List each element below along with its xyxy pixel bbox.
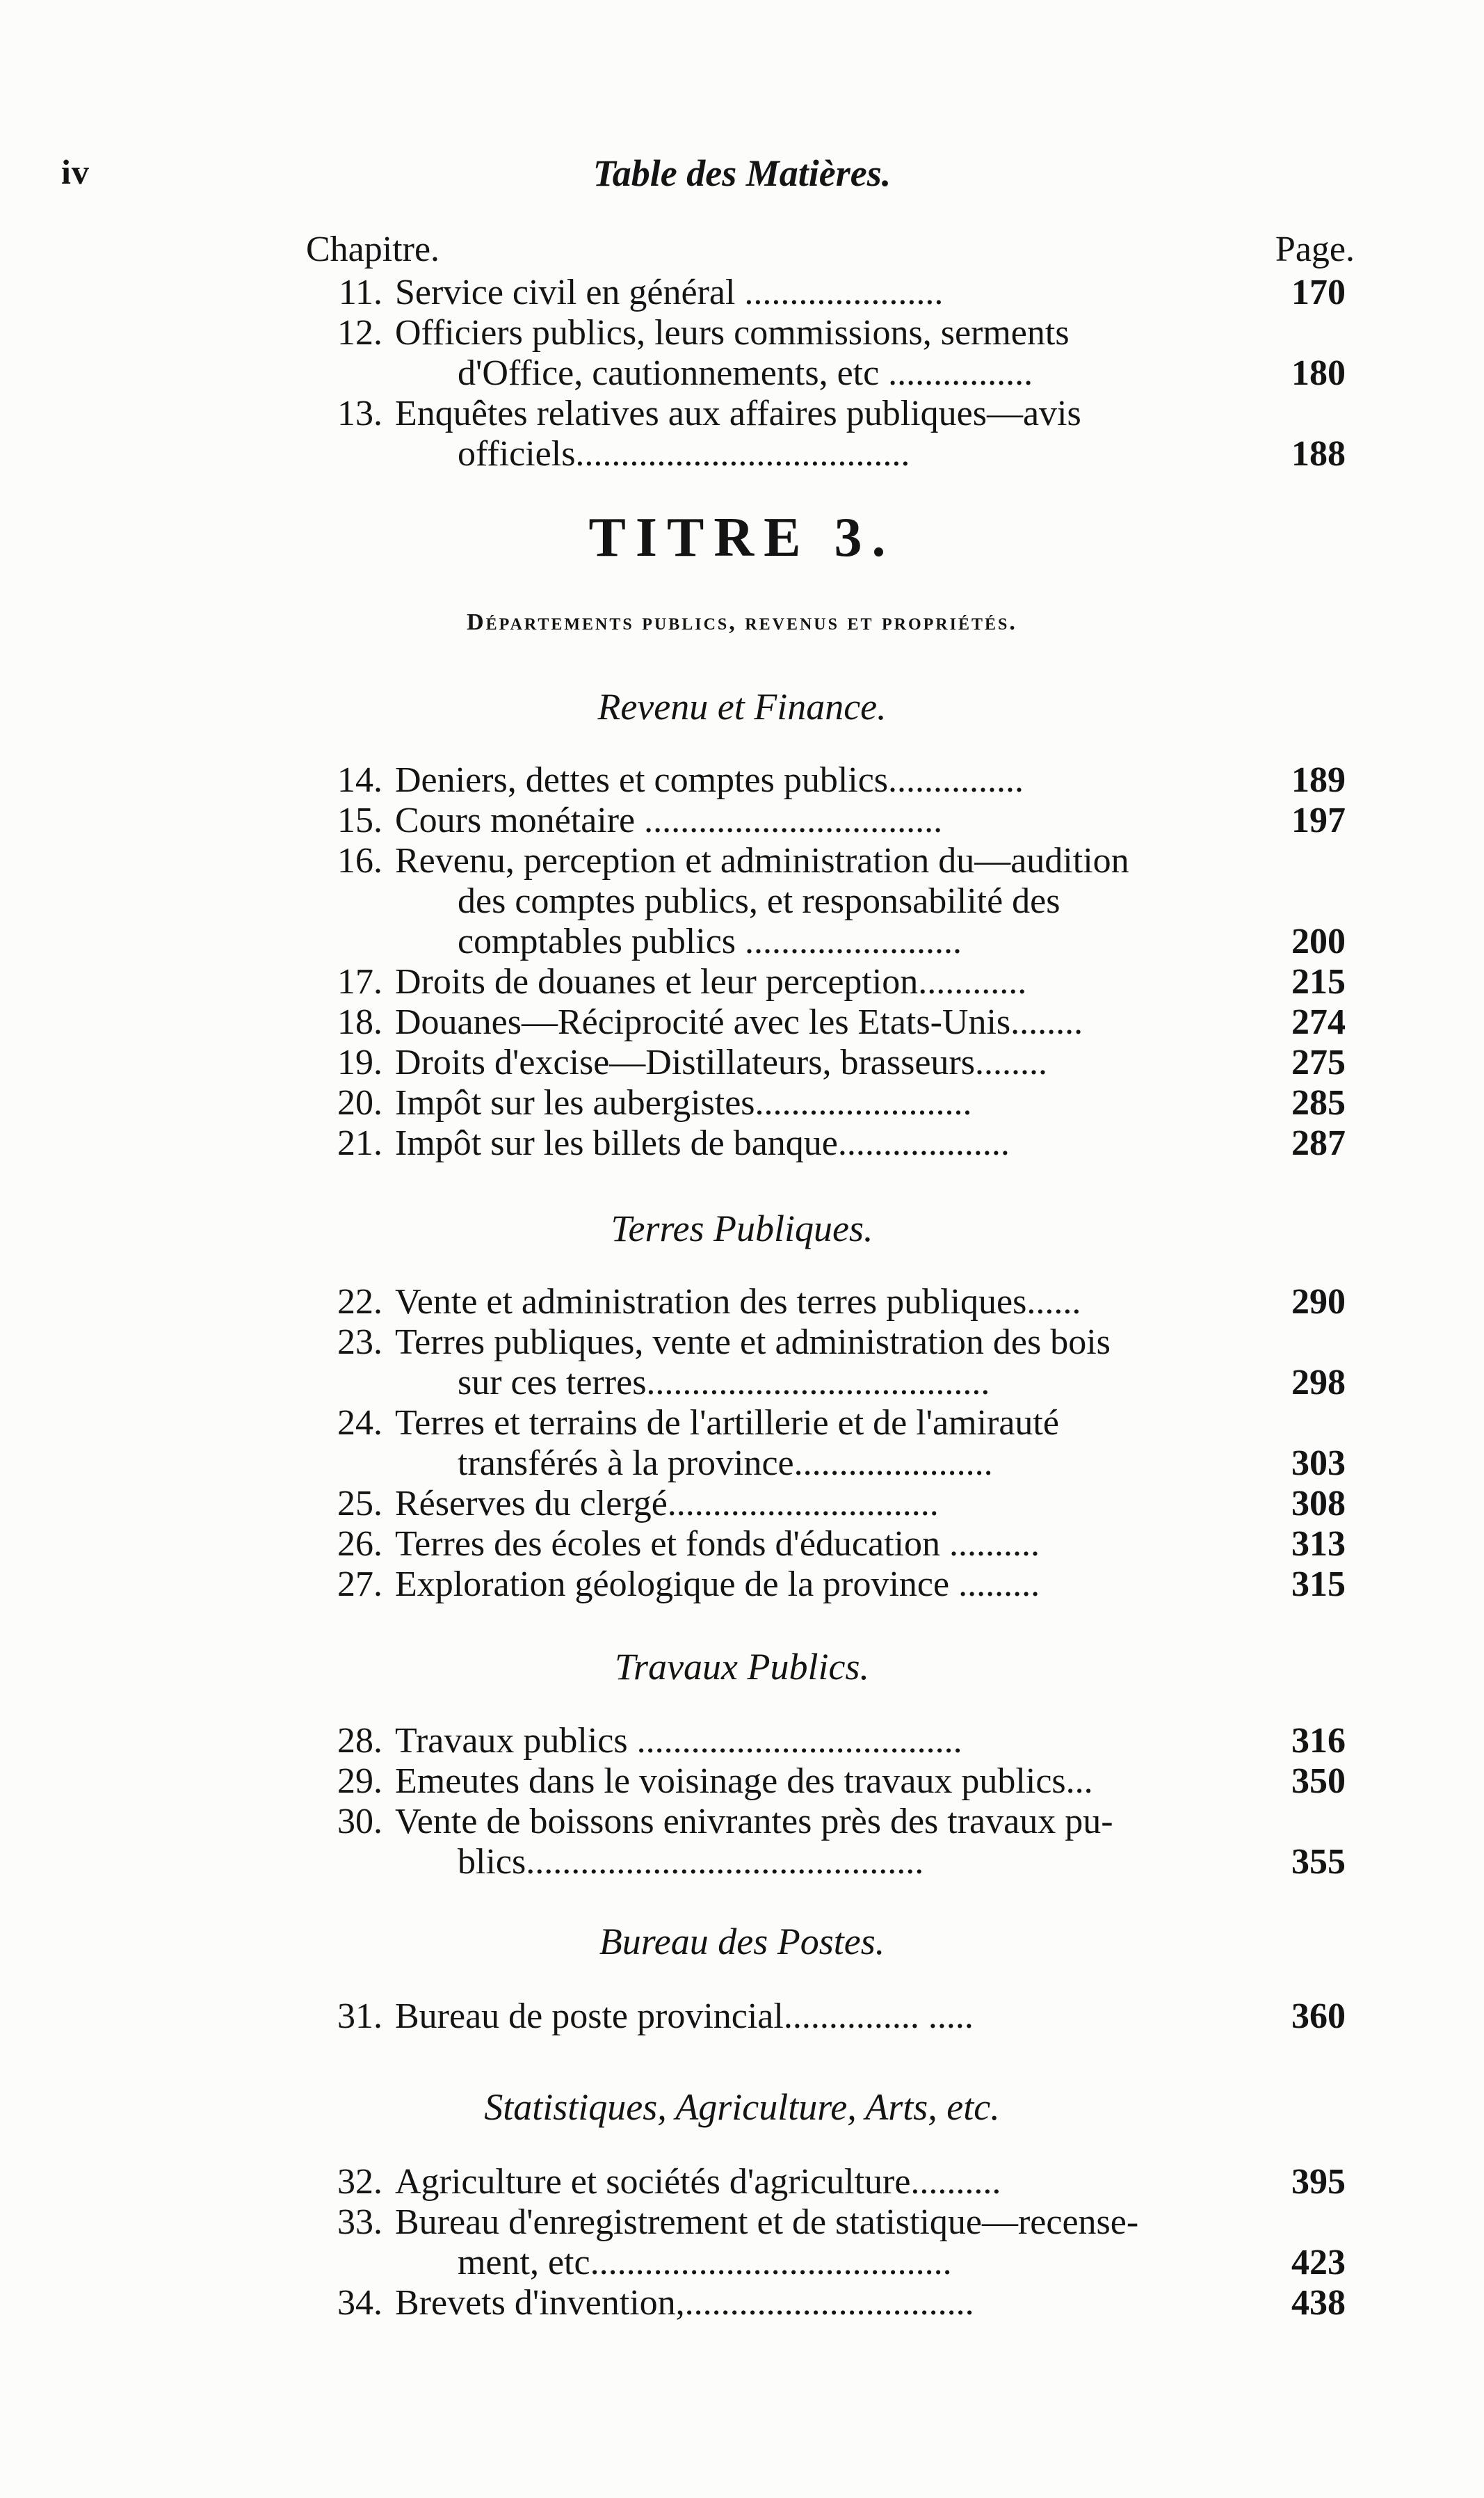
page-reference: 197 <box>1291 801 1346 840</box>
chapter-title <box>395 1002 1217 1043</box>
toc-section-postes <box>306 1996 1346 2037</box>
chapter-number: 24. <box>337 1403 382 1443</box>
page-reference: 423 <box>1291 2243 1346 2282</box>
chapter-number: 18. <box>337 1002 382 1042</box>
chapter-title-line: Revenu, perception et administration du—audition <box>395 841 1129 881</box>
chapter-number: 27. <box>337 1564 382 1604</box>
toc-entry <box>306 841 1346 962</box>
chapter-number: 28. <box>337 1721 382 1761</box>
chapter-title-line: ment, etc........................................ <box>458 2243 952 2282</box>
chapter-title-line: Travaux publics .................................... <box>395 1721 962 1761</box>
chapter-title <box>395 273 1217 313</box>
toc-section-stats <box>306 2162 1346 2323</box>
chapter-number: 11. <box>338 273 382 312</box>
chapter-title <box>395 1403 1217 1484</box>
chapter-title-line: des comptes publics, et responsabilité des <box>458 881 1060 921</box>
chapter-title <box>395 1484 1217 1524</box>
chapter-number: 21. <box>337 1123 382 1163</box>
chapter-title-line: Terres et terrains de l'artillerie et de l'amirauté <box>395 1403 1059 1443</box>
section-title-stats: Statistiques, Agriculture, Arts, etc. <box>484 2086 1000 2128</box>
section-title-revenu: Revenu et Finance. <box>597 686 887 728</box>
chapter-title <box>395 1564 1217 1605</box>
toc-entry <box>306 1322 1346 1403</box>
toc-entry <box>306 1083 1346 1123</box>
toc-entry <box>306 2162 1346 2202</box>
chapter-title <box>395 2202 1217 2283</box>
toc-entry <box>306 1002 1346 1043</box>
toc-entry <box>306 801 1346 841</box>
page-reference: 360 <box>1291 1996 1346 2036</box>
chapter-title-line: comptables publics ........................ <box>458 922 962 961</box>
toc-entry <box>306 1043 1346 1083</box>
toc-section-travaux <box>306 1721 1346 1882</box>
chapter-title <box>395 1083 1217 1123</box>
chapter-title-line: Vente et administration des terres publiques...... <box>395 1282 1081 1322</box>
chapter-title <box>395 1802 1217 1882</box>
toc-entry <box>306 1721 1346 1761</box>
chapter-title <box>395 1043 1217 1083</box>
page-reference: 355 <box>1291 1842 1346 1882</box>
chapter-title-line: Terres des écoles et fonds d'éducation .......... <box>395 1524 1040 1564</box>
chapter-title <box>395 2162 1217 2202</box>
chapter-title <box>395 1123 1217 1164</box>
toc-entry <box>306 273 1346 313</box>
page-reference: 287 <box>1291 1123 1346 1163</box>
page-number: iv <box>61 152 90 191</box>
page-reference: 180 <box>1291 353 1346 393</box>
page-reference: 215 <box>1291 962 1346 1002</box>
toc-entry <box>306 394 1346 474</box>
page-reference: 200 <box>1291 922 1346 961</box>
chapter-title-line: Enquêtes relatives aux affaires publiques—avis <box>395 394 1081 433</box>
chapter-title-line: Emeutes dans le voisinage des travaux publics... <box>395 1761 1093 1801</box>
chapter-title-line: Deniers, dettes et comptes publics............... <box>395 760 1024 800</box>
chapter-title-line: d'Office, cautionnements, etc ................ <box>458 353 1033 393</box>
page-reference: 188 <box>1291 434 1346 474</box>
chapter-column-label: Chapitre. <box>306 230 440 269</box>
chapter-number: 26. <box>337 1524 382 1564</box>
chapter-title-line: officiels..................................... <box>458 434 910 474</box>
chapter-number: 32. <box>337 2162 382 2202</box>
section-title-terres: Terres Publiques. <box>611 1208 873 1249</box>
chapter-title-line: Service civil en général ...................... <box>395 273 944 312</box>
chapter-title <box>395 801 1217 841</box>
toc-section-terres <box>306 1282 1346 1605</box>
running-title: Table des Matières. <box>592 152 892 194</box>
chapter-title-line: Bureau d'enregistrement et de statistique—recense- <box>395 2202 1139 2242</box>
page-reference: 189 <box>1291 760 1346 800</box>
toc-entry <box>306 760 1346 801</box>
chapter-number: 13. <box>337 394 382 433</box>
chapter-title-line: Exploration géologique de la province ......... <box>395 1564 1040 1604</box>
chapter-number: 16. <box>337 841 382 881</box>
chapter-title-line: Vente de boissons enivrantes près des travaux pu- <box>395 1802 1113 1841</box>
page-reference: 170 <box>1291 273 1346 312</box>
chapter-number: 30. <box>337 1802 382 1841</box>
toc-entry <box>306 2202 1346 2283</box>
chapter-title <box>395 394 1217 474</box>
chapter-title-line: Droits d'excise—Distillateurs, brasseurs........ <box>395 1043 1047 1082</box>
chapter-title <box>395 841 1217 962</box>
toc-entry <box>306 1996 1346 2037</box>
chapter-title-line: Droits de douanes et leur perception............ <box>395 962 1027 1002</box>
page-reference: 274 <box>1291 1002 1346 1042</box>
toc-block-titre-2 <box>306 273 1346 474</box>
chapter-number: 19. <box>337 1043 382 1082</box>
chapter-number: 23. <box>337 1322 382 1362</box>
chapter-number: 34. <box>337 2283 382 2323</box>
chapter-title-line: Douanes—Réciprocité avec les Etats-Unis........ <box>395 1002 1083 1042</box>
chapter-number: 14. <box>337 760 382 800</box>
toc-entry <box>306 1484 1346 1524</box>
chapter-title-line: Réserves du clergé.............................. <box>395 1484 939 1523</box>
chapter-number: 31. <box>337 1996 382 2036</box>
page-reference: 316 <box>1291 1721 1346 1761</box>
chapter-title-line: Brevets d'invention,................................ <box>395 2283 974 2323</box>
toc-entry <box>306 313 1346 394</box>
toc-entry <box>306 1802 1346 1882</box>
chapter-title <box>395 1761 1217 1802</box>
chapter-title-line: Bureau de poste provincial............... ..... <box>395 1996 974 2036</box>
page-reference: 438 <box>1291 2283 1346 2323</box>
toc-entry <box>306 1403 1346 1484</box>
page-reference: 303 <box>1291 1443 1346 1483</box>
titre-heading: TITRE 3. <box>588 507 896 568</box>
page-reference: 315 <box>1291 1564 1346 1604</box>
chapter-number: 25. <box>337 1484 382 1523</box>
toc-entry <box>306 1564 1346 1605</box>
chapter-title <box>395 962 1217 1002</box>
titre-subtitle: Départements publics, revenus et propriétés. <box>467 609 1017 635</box>
chapter-title-line: Impôt sur les billets de banque................... <box>395 1123 1010 1163</box>
toc-entry <box>306 1282 1346 1322</box>
page-reference: 395 <box>1291 2162 1346 2202</box>
toc-entry <box>306 962 1346 1002</box>
chapter-number: 12. <box>337 313 382 353</box>
toc-entry <box>306 2283 1346 2323</box>
chapter-title-line: Officiers publics, leurs commissions, serments <box>395 313 1070 353</box>
page-reference: 313 <box>1291 1524 1346 1564</box>
page-reference: 290 <box>1291 1282 1346 1322</box>
chapter-title <box>395 1282 1217 1322</box>
chapter-title <box>395 1996 1217 2037</box>
page-reference: 350 <box>1291 1761 1346 1801</box>
chapter-title-line: Terres publiques, vente et administration des bois <box>395 1322 1111 1362</box>
chapter-title <box>395 760 1217 801</box>
chapter-title <box>395 1524 1217 1564</box>
page-column-label: Page. <box>1275 230 1355 269</box>
page-reference: 298 <box>1291 1363 1346 1402</box>
chapter-number: 33. <box>337 2202 382 2242</box>
chapter-title-line: Cours monétaire ................................. <box>395 801 943 840</box>
section-title-postes: Bureau des Postes. <box>599 1921 885 1962</box>
chapter-title-line: Impôt sur les aubergistes........................ <box>395 1083 972 1123</box>
chapter-title <box>395 2283 1217 2323</box>
chapter-number: 15. <box>337 801 382 840</box>
chapter-title-line: sur ces terres...................................... <box>458 1363 990 1402</box>
chapter-number: 20. <box>337 1083 382 1123</box>
section-title-travaux: Travaux Publics. <box>615 1646 869 1688</box>
toc-entry <box>306 1761 1346 1802</box>
toc-entry <box>306 1524 1346 1564</box>
chapter-title <box>395 313 1217 394</box>
page-reference: 285 <box>1291 1083 1346 1123</box>
chapter-number: 22. <box>337 1282 382 1322</box>
page-reference: 275 <box>1291 1043 1346 1082</box>
toc-section-revenu <box>306 760 1346 1164</box>
chapter-number: 29. <box>337 1761 382 1801</box>
page-reference: 308 <box>1291 1484 1346 1523</box>
chapter-number: 17. <box>337 962 382 1002</box>
chapter-title <box>395 1322 1217 1403</box>
chapter-title <box>395 1721 1217 1761</box>
toc-entry <box>306 1123 1346 1164</box>
chapter-title-line: transférés à la province...................... <box>458 1443 993 1483</box>
chapter-title-line: blics............................................ <box>458 1842 924 1882</box>
chapter-title-line: Agriculture et sociétés d'agriculture.......... <box>395 2162 1001 2202</box>
